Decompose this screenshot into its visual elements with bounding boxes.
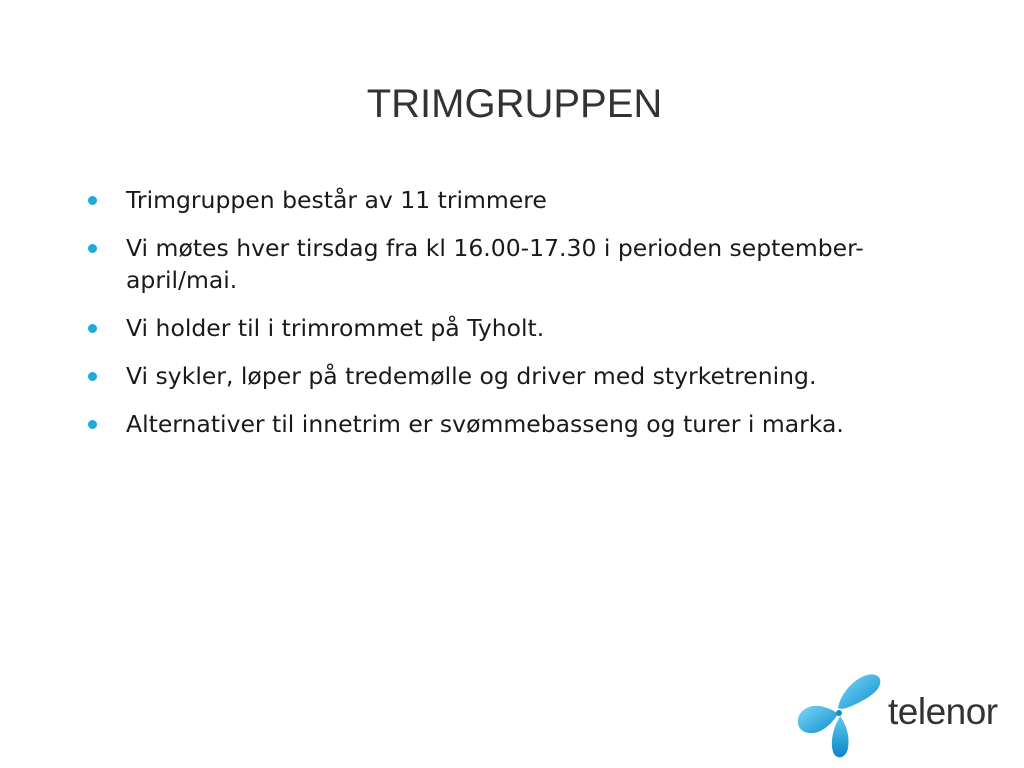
bullet-dot-icon bbox=[88, 372, 97, 381]
bullet-item bbox=[88, 408, 888, 440]
telenor-propeller-icon bbox=[794, 668, 884, 760]
bullet-text: Vi møtes hver tirsdag fra kl 16.00-17.30 i perioden september-april/mai. bbox=[126, 234, 864, 294]
bullet-list bbox=[88, 184, 888, 456]
telenor-logo bbox=[794, 668, 998, 760]
bullet-dot-icon bbox=[88, 196, 97, 205]
bullet-dot-icon bbox=[88, 420, 97, 429]
bullet-item bbox=[88, 184, 888, 216]
slide-title: TRIMGRUPPEN bbox=[366, 82, 663, 126]
bullet-dot-icon bbox=[88, 324, 97, 333]
bullet-item bbox=[88, 360, 888, 392]
bullet-dot-icon bbox=[88, 244, 97, 253]
telenor-wordmark: telenor bbox=[888, 691, 998, 732]
bullet-text: Alternativer til innetrim er svømmebasseng og turer i marka. bbox=[126, 410, 844, 438]
bullet-item bbox=[88, 312, 888, 344]
bullet-text: Vi sykler, løper på tredemølle og driver med styrketrening. bbox=[126, 362, 817, 390]
bullet-text: Trimgruppen består av 11 trimmere bbox=[126, 186, 547, 214]
bullet-item bbox=[88, 232, 888, 296]
bullet-text: Vi holder til i trimrommet på Tyholt. bbox=[126, 314, 545, 342]
